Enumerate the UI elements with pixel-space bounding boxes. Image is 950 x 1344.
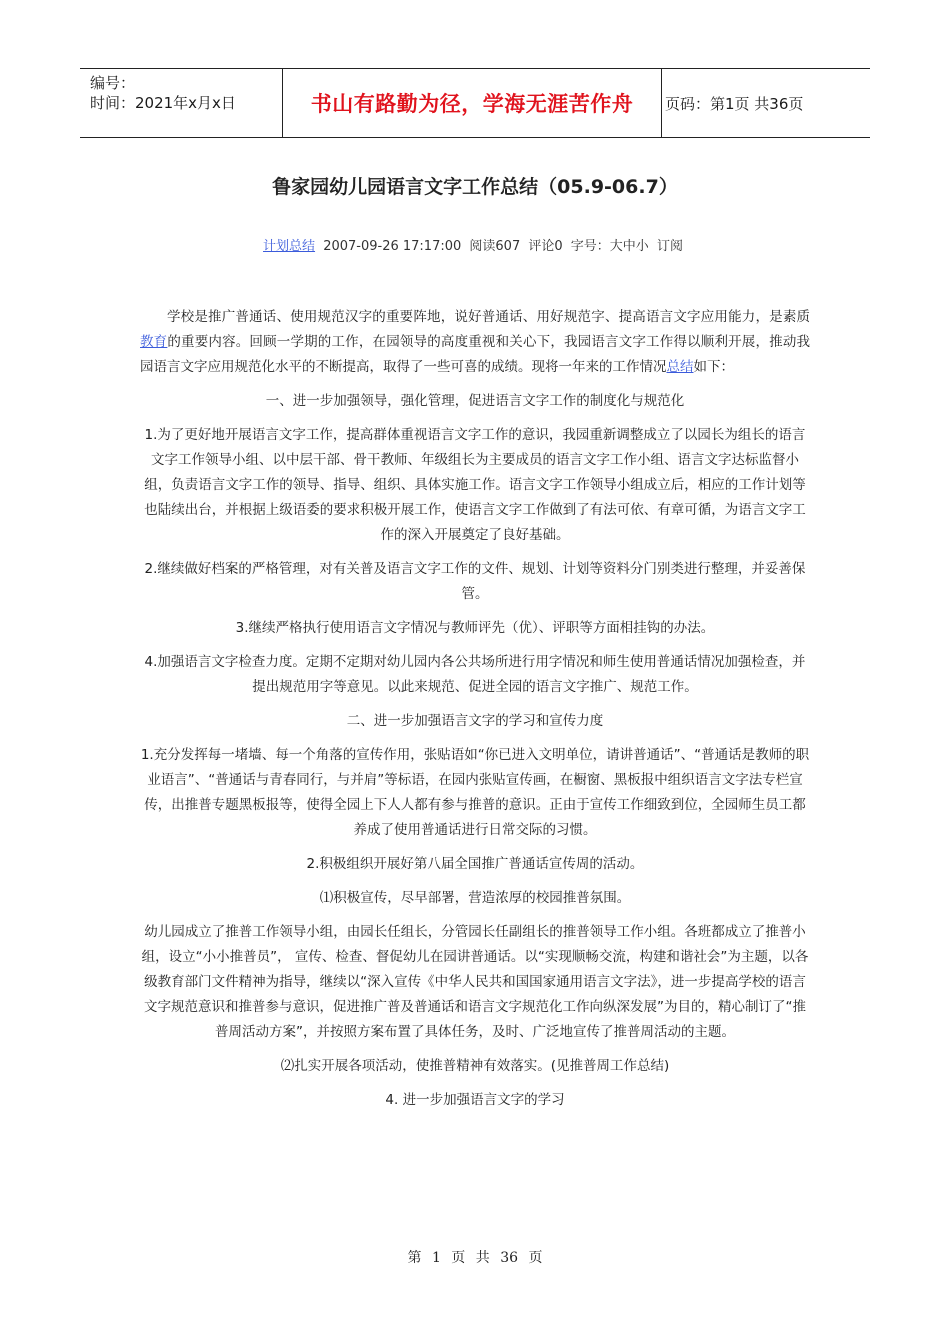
item-1-2: 2.继续做好档案的严格管理，对有关普及语言文字工作的文件、规划、计划等资料分门别类进行整理，并妥善保管。 <box>144 561 806 602</box>
header-page-info: 页码：第1页 共36页 <box>665 94 804 113</box>
header-left-cell <box>80 69 282 137</box>
link-summary[interactable]: 总结 <box>666 359 694 375</box>
item-1-1: 1.为了更好地开展语言文字工作，提高群体重视语言文字工作的意识，我园重新调整成立了以园长为组长的语言文字工作领导小组、以中层干部、骨干教师、年级组长为主要成员的语言文字工作小组、语言文字达标监督小组，负责语言文字工作的领导、指导、组织、具体实施工作。语言文字工作领导小组成立后，相应的工作计划等也陆续出台，并根据上级语委的要求积极开展工作，使语言文字工作做到了有法可依、有章可循，为语言文字工作的深入开展奠定了良好基础。 <box>144 427 806 543</box>
link-education[interactable]: 教育 <box>140 334 168 350</box>
time-label: 时间：2021年x月x日 <box>90 94 236 112</box>
item-2-2: 2.积极组织开展好第八届全国推广普通话宣传周的活动。 <box>306 856 644 872</box>
section-heading-1: 一、进一步加强领导，强化管理，促进语言文字工作的制度化与规范化 <box>265 393 685 409</box>
category-link[interactable]: 计划总结 <box>263 239 316 254</box>
subscribe-link[interactable]: 订阅 <box>656 239 683 254</box>
number-label: 编号： <box>90 74 136 92</box>
item-2-2-1: ⑴积极宣传，尽早部署，营造浓厚的校园推普氛围。 <box>319 890 631 906</box>
article-meta <box>0 235 950 254</box>
intro-text-c: 如下： <box>693 359 734 375</box>
comment-count: 评论0 <box>528 239 563 254</box>
item-1-3: 3.继续严格执行使用语言文字情况与教师评先（优）、评职等方面相挂钩的办法。 <box>235 620 715 636</box>
item-2-1: 1.充分发挥每一堵墙、每一个角落的宣传作用，张贴语如“你已进入文明单位，请讲普通话”、“普通话是教师的职业语言”、“普通话与青春同行，与并肩”等标语，在园内张贴宣传画，在橱窗、黑板报中组织语言文字法专栏宣传，出推普专题黑板报等，使得全园上下人人都有参与推普的意识。正由于宣传工作细致到位，全园师生员工都养成了使用普通话进行日常交际的习惯。 <box>140 747 810 838</box>
item-2-2-2: ⑵扎实开展各项活动，使推普精神有效落实。(见推普周工作总结) <box>280 1058 670 1074</box>
item-2-2-body: 幼儿园成立了推普工作领导小组，由园长任组长，分管园长任副组长的推普领导工作小组。各班都成立了推普小组，设立“小小推普员”， 宣传、检查、督促幼儿在园讲普通话。以“实现顺畅交流，构建和谐社会”为主题，以各级教育部门文件精神为指导，继续以“深入宣传《中华人民共和国国家通用语言文字法》，进一步提高学校的语言文字规范意识和推普参与意识，促进推广普及普通话和语言文字规范化工作向纵深发展”为目的，精心制订了“推普周活动方案”，并按照方案布置了具体任务，及时、广泛地宣传了推普周活动的主题。 <box>141 924 809 1040</box>
page-footer: 第 1 页 共 36 页 <box>407 1250 543 1266</box>
item-1-4: 4.加强语言文字检查力度。定期不定期对幼儿园内各公共场所进行用字情况和师生使用普通话情况加强检查，并提出规范用字等意见。以此来规范、促进全园的语言文字推广、规范工作。 <box>144 654 806 695</box>
intro-text-b: 的重要内容。回顾一学期的工作，在园领导的高度重视和关心下，我园语言文字工作得以顺利开展，推动我园语言文字应用规范化水平的不断提高，取得了一些可喜的成绩。现将一年来的工作情况 <box>140 334 811 375</box>
intro-text-a: 学校是推广普通话、使用规范汉字的重要阵地，说好普通话、用好规范字、提高语言文字应用能力，是素质 <box>167 309 810 325</box>
intro-paragraph <box>140 305 810 380</box>
section-heading-2: 二、进一步加强语言文字的学习和宣传力度 <box>346 713 604 729</box>
font-size-selector[interactable]: 字号：大中小 <box>570 239 649 254</box>
document-title: 鲁家园幼儿园语言文字工作总结（05.9-06.7） <box>272 176 678 198</box>
article-body <box>140 305 810 1122</box>
document-header <box>80 68 870 138</box>
read-count: 阅读607 <box>469 239 521 254</box>
header-motto: 书山有路勤为径，学海无涯苦作舟 <box>282 69 662 137</box>
item-2-4: 4. 进一步加强语言文字的学习 <box>385 1092 565 1108</box>
post-datetime: 2007-09-26 17:17:00 <box>323 239 462 254</box>
